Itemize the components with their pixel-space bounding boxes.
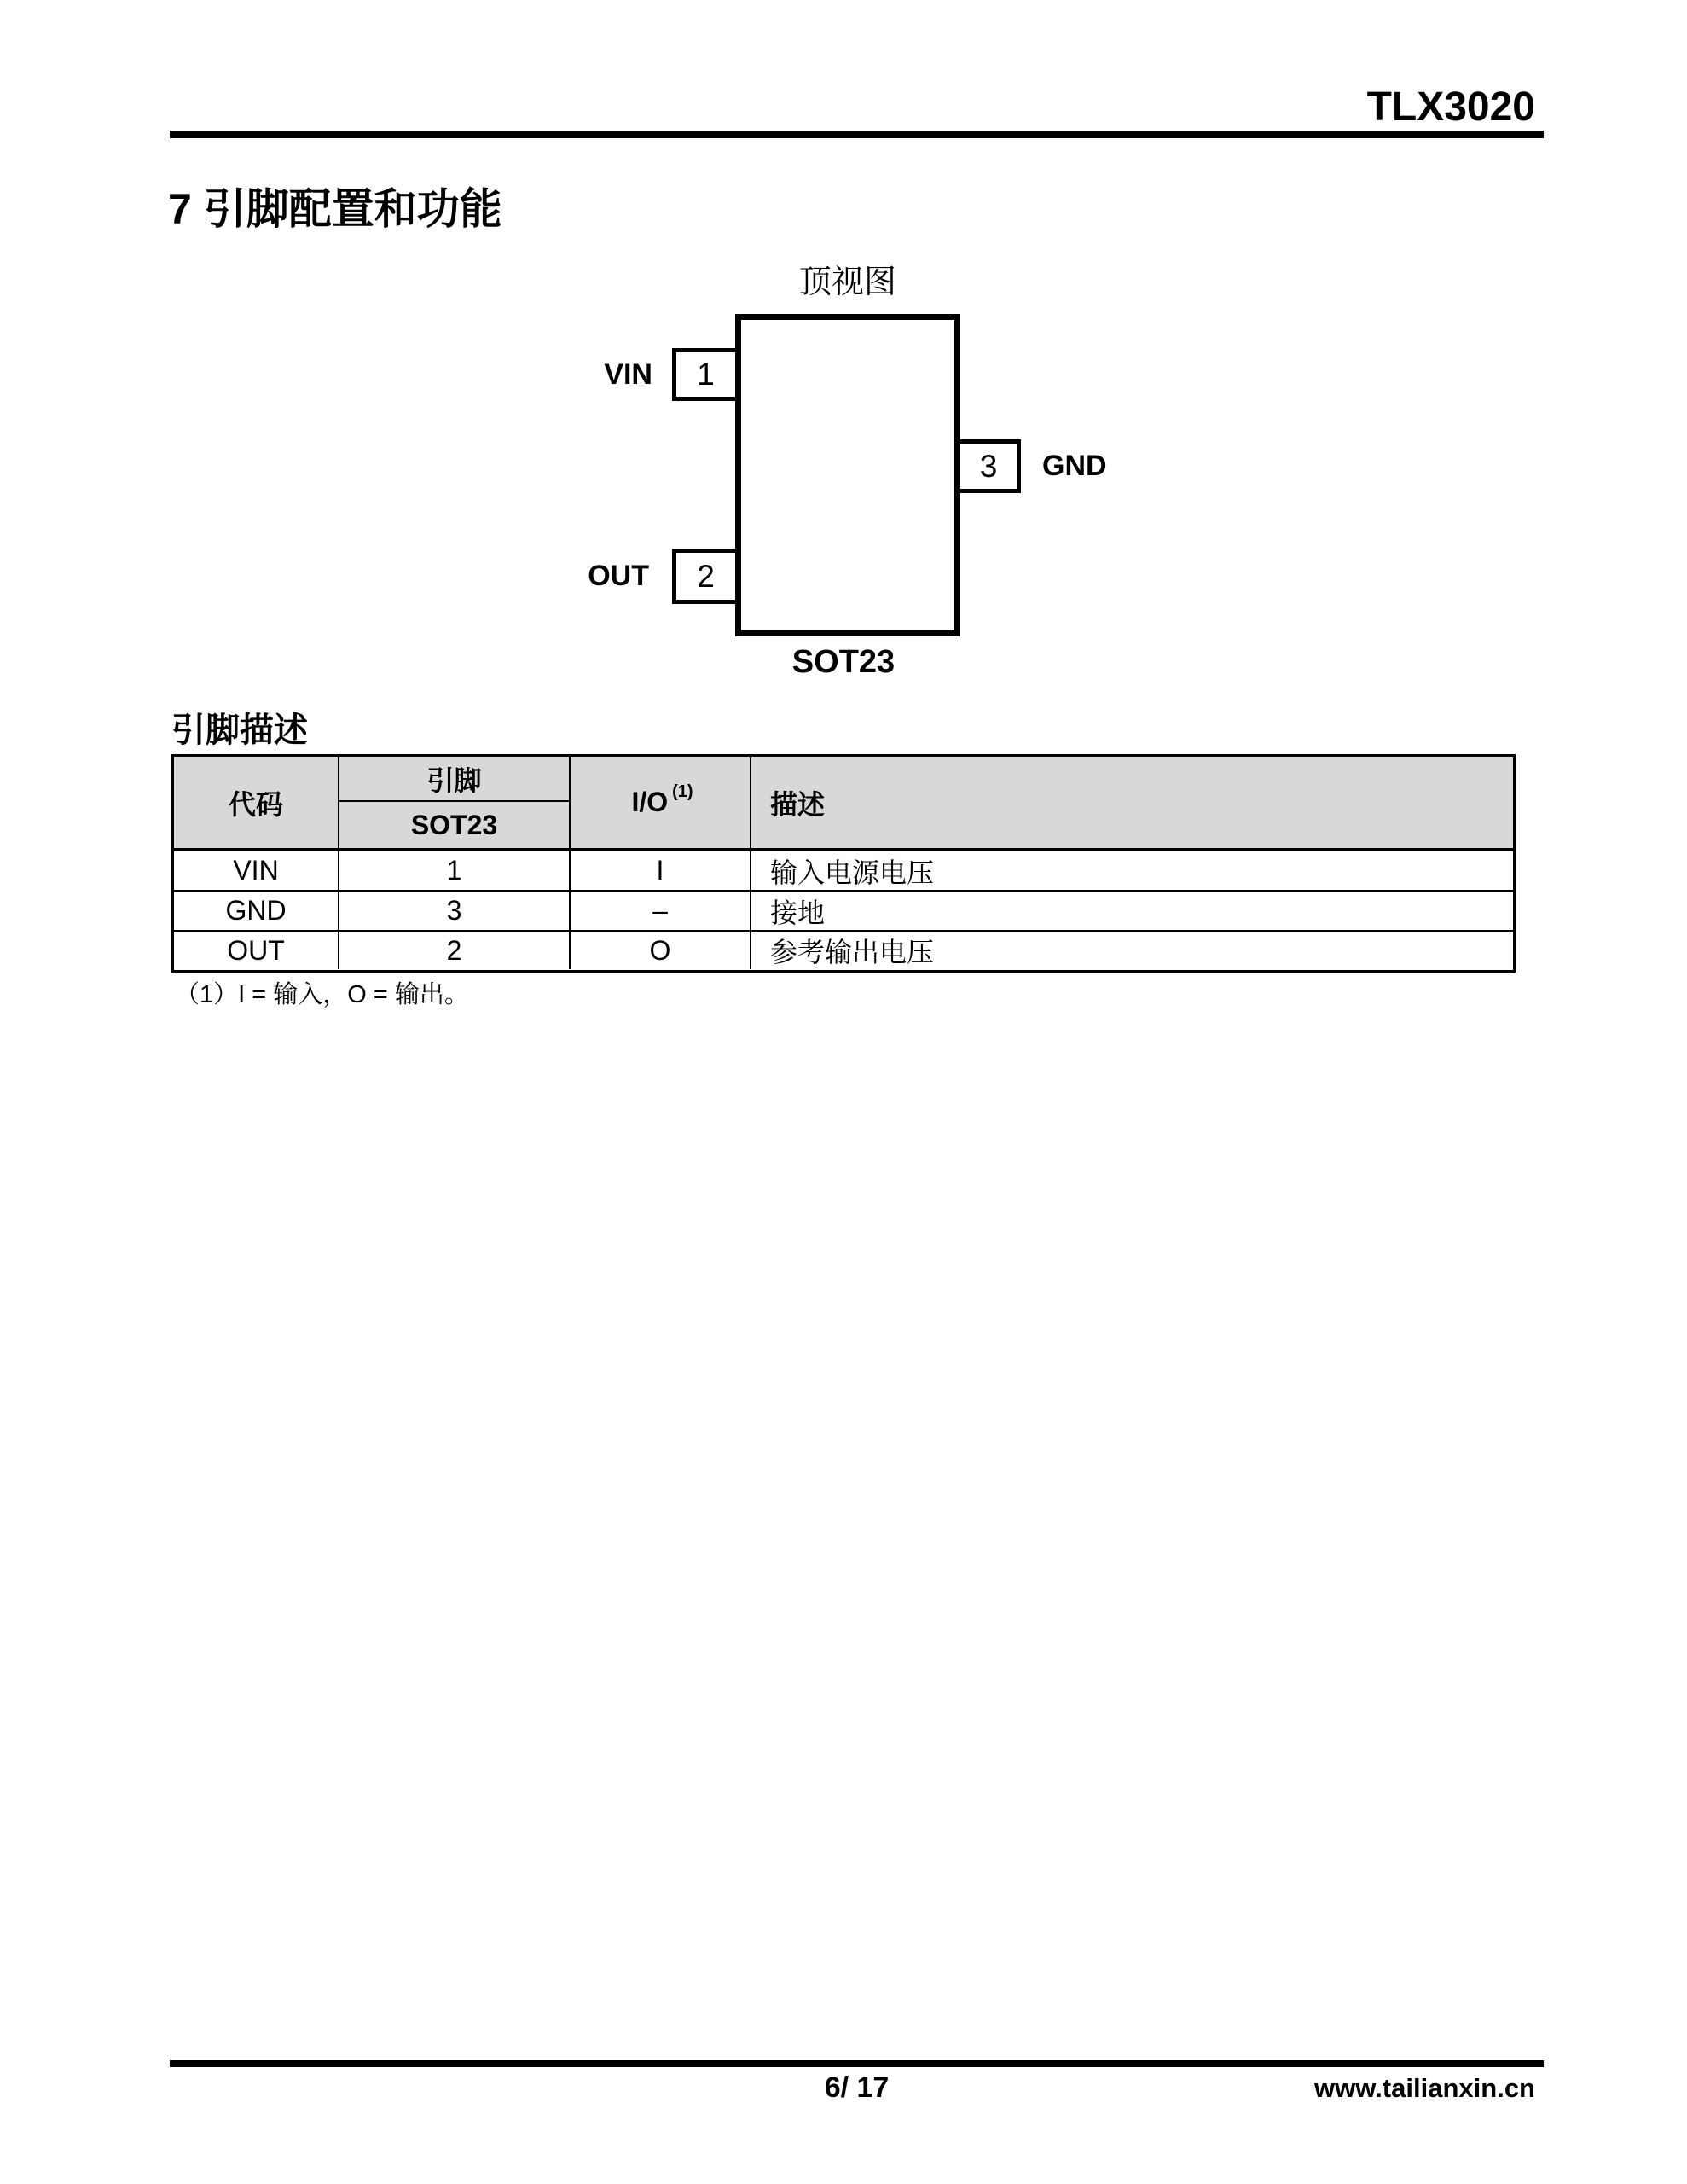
top-view-label: 顶视图 [798,264,896,300]
pin-table-title: 引脚描述 [171,712,308,749]
table-cell-io: O [571,932,751,969]
pin-2-label: OUT [588,560,649,592]
pin-1-number: 1 [697,357,715,392]
pin-3-box [956,439,1021,493]
table-cell-io: I [571,851,751,892]
pin-description-table [171,754,1516,973]
table-cell-code: OUT [174,932,339,969]
package-label: SOT23 [791,644,896,680]
pin-3-label: GND [1042,450,1107,482]
ic-package-body [735,314,960,636]
table-cell-code: VIN [174,851,339,892]
table-cell-pin: 1 [339,851,571,892]
doc-title: TLX3020 [1366,84,1535,130]
section-heading: 7 引脚配置和功能 [168,185,502,233]
col-header-io [571,757,751,851]
page-number: 6/ 17 [824,2071,890,2104]
pin-2-number: 2 [697,558,715,594]
pin-1-label: VIN [604,358,652,391]
footer-rule [170,2060,1544,2067]
col-header-description: 描述 [751,757,1513,851]
col-header-pin [339,757,571,851]
io-label: I/O [631,787,669,817]
table-cell-description: 接地 [751,892,1513,932]
col-header-package: SOT23 [410,809,498,840]
website-text: www.tailianxin.cn [1314,2073,1535,2103]
col-header-pin-group: 引脚 [339,757,569,802]
io-footnote-ref: (1) [672,782,693,801]
table-cell-description: 参考输出电压 [770,937,935,967]
table-footnote: （1）I = 输入，O = 输出。 [175,981,469,1008]
table-cell-code: GND [174,892,339,932]
col-header-code: 代码 [174,757,339,851]
table-cell-description: 输入电源电压 [751,851,1513,892]
table-cell-io: – [571,892,751,932]
pin-1-box [672,348,739,401]
table-cell-pin: 2 [339,932,571,969]
header-rule [170,131,1544,138]
pin-2-box [672,549,739,604]
table-cell-pin: 3 [339,892,571,932]
pin-3-number: 3 [979,448,998,484]
